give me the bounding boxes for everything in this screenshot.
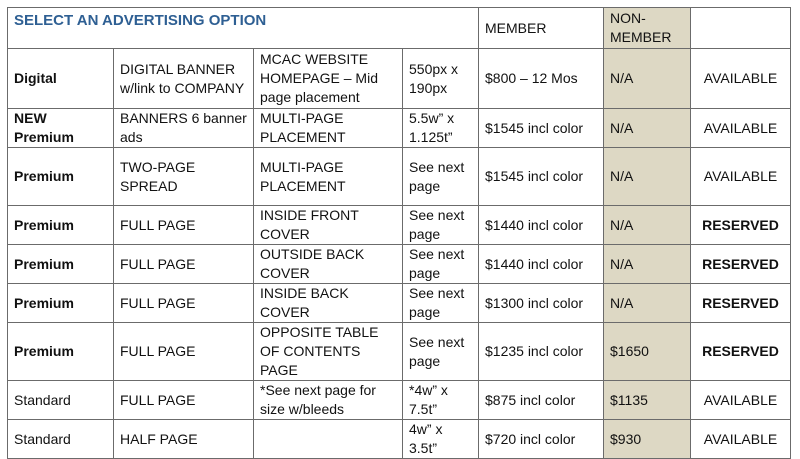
member-header: MEMBER <box>479 8 604 49</box>
member-price-cell: $1300 incl color <box>479 284 604 323</box>
placement-cell: MULTI-PAGE PLACEMENT <box>254 148 403 206</box>
non-member-price-cell: $1650 <box>604 323 691 381</box>
non-member-price-cell: N/A <box>604 148 691 206</box>
ad-type-cell: FULL PAGE <box>114 284 254 323</box>
non-member-price-cell: $930 <box>604 420 691 459</box>
placement-cell: OPPOSITE TABLE OF CONTENTS PAGE <box>254 323 403 381</box>
size-cell: *4w” x 7.5t” <box>403 381 479 420</box>
placement-cell: *See next page for size w/bleeds <box>254 381 403 420</box>
non-member-price-cell: $1135 <box>604 381 691 420</box>
ad-type-cell: FULL PAGE <box>114 245 254 284</box>
member-price-cell: $1440 incl color <box>479 206 604 245</box>
tier-cell: Premium <box>8 148 114 206</box>
table-row <box>8 109 791 148</box>
ad-type-cell: HALF PAGE <box>114 420 254 459</box>
member-price-cell: $1235 incl color <box>479 323 604 381</box>
table-row <box>8 381 791 420</box>
size-cell: See next page <box>403 245 479 284</box>
ad-type-cell: DIGITAL BANNER w/link to COMPANY <box>114 49 254 109</box>
tier-cell: Premium <box>8 245 114 284</box>
non-member-price-cell: N/A <box>604 206 691 245</box>
table-row <box>8 420 791 459</box>
table-row <box>8 323 791 381</box>
status-cell: RESERVED <box>691 323 791 381</box>
member-price-cell: $720 incl color <box>479 420 604 459</box>
placement-cell: MULTI-PAGE PLACEMENT <box>254 109 403 148</box>
non-member-price-cell: N/A <box>604 284 691 323</box>
advertising-options-table <box>7 7 791 459</box>
member-price-cell: $1440 incl color <box>479 245 604 284</box>
placement-cell: OUTSIDE BACK COVER <box>254 245 403 284</box>
status-cell: RESERVED <box>691 245 791 284</box>
table-row <box>8 245 791 284</box>
status-cell: RESERVED <box>691 284 791 323</box>
table-row <box>8 148 791 206</box>
non-member-price-cell: N/A <box>604 245 691 284</box>
tier-cell: Premium <box>8 206 114 245</box>
tier-cell: Premium <box>8 284 114 323</box>
status-cell: AVAILABLE <box>691 381 791 420</box>
ad-type-cell: FULL PAGE <box>114 206 254 245</box>
table-title: SELECT AN ADVERTISING OPTION <box>8 8 479 49</box>
non-member-header: NON-MEMBER <box>604 8 691 49</box>
table-row <box>8 206 791 245</box>
member-price-cell: $1545 incl color <box>479 109 604 148</box>
size-cell: See next page <box>403 284 479 323</box>
member-price-cell: $800 – 12 Mos <box>479 49 604 109</box>
size-cell: See next page <box>403 323 479 381</box>
table-row <box>8 49 791 109</box>
size-cell: 550px x 190px <box>403 49 479 109</box>
non-member-price-cell: N/A <box>604 49 691 109</box>
status-header <box>691 8 791 49</box>
tier-cell: Premium <box>8 323 114 381</box>
tier-cell: NEW Premium <box>8 109 114 148</box>
status-cell: AVAILABLE <box>691 109 791 148</box>
ad-type-cell: FULL PAGE <box>114 323 254 381</box>
status-cell: AVAILABLE <box>691 420 791 459</box>
status-cell: AVAILABLE <box>691 49 791 109</box>
tier-cell: Standard <box>8 420 114 459</box>
placement-cell: MCAC WEBSITE HOMEPAGE – Mid page placement <box>254 49 403 109</box>
non-member-price-cell: N/A <box>604 109 691 148</box>
tier-cell: Standard <box>8 381 114 420</box>
header-row <box>8 8 791 49</box>
placement-cell <box>254 420 403 459</box>
ad-type-cell: BANNERS 6 banner ads <box>114 109 254 148</box>
size-cell: See next page <box>403 206 479 245</box>
status-cell: RESERVED <box>691 206 791 245</box>
placement-cell: INSIDE BACK COVER <box>254 284 403 323</box>
table-row <box>8 284 791 323</box>
size-cell: See next page <box>403 148 479 206</box>
ad-type-cell: FULL PAGE <box>114 381 254 420</box>
status-cell: AVAILABLE <box>691 148 791 206</box>
placement-cell: INSIDE FRONT COVER <box>254 206 403 245</box>
size-cell: 5.5w” x 1.125t” <box>403 109 479 148</box>
tier-cell: Digital <box>8 49 114 109</box>
member-price-cell: $1545 incl color <box>479 148 604 206</box>
member-price-cell: $875 incl color <box>479 381 604 420</box>
ad-type-cell: TWO-PAGE SPREAD <box>114 148 254 206</box>
size-cell: 4w” x 3.5t” <box>403 420 479 459</box>
